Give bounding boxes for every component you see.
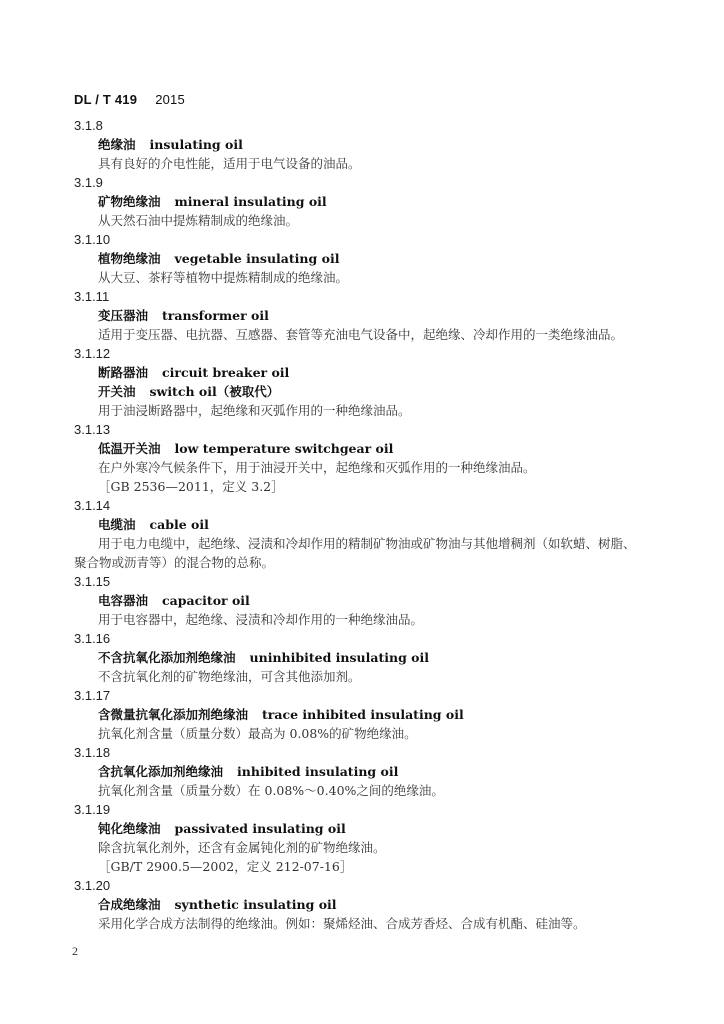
clause-number: 3.1.9 <box>74 175 103 190</box>
term-en: insulating oil <box>149 137 243 152</box>
term-en: passivated insulating oil <box>174 821 346 836</box>
term-entry <box>74 743 664 800</box>
term-definition: 用于电力电缆中，起绝缘、浸渍和冷却作用的精制矿物油或矿物油与其他增稠剂（如软蜡、树脂、 <box>98 536 636 551</box>
term-title <box>98 895 664 914</box>
term-synonym <box>98 382 664 401</box>
term-entry <box>74 629 664 686</box>
term-en: cable oil <box>149 517 209 532</box>
term-title <box>98 819 664 838</box>
term-zh: 变压器油 <box>98 308 149 323</box>
clause-number: 3.1.13 <box>74 422 111 437</box>
document-body <box>74 116 664 933</box>
term-en: switch oil（被取代） <box>149 384 280 399</box>
term-definition: 采用化学合成方法制得的绝缘油。例如：聚烯烃油、合成芳香烃、合成有机酯、硅油等。 <box>98 916 586 931</box>
term-definition: 用于电容器中，起绝缘、浸渍和冷却作用的一种绝缘油品。 <box>98 612 424 627</box>
term-zh: 绝缘油 <box>98 137 136 152</box>
term-entry <box>74 496 664 572</box>
term-entry <box>74 287 664 344</box>
term-entry <box>74 116 664 173</box>
term-title <box>98 363 664 382</box>
term-title <box>98 591 664 610</box>
term-en: trace inhibited insulating oil <box>262 707 464 722</box>
clause-number: 3.1.16 <box>74 631 111 646</box>
term-title <box>98 192 664 211</box>
term-zh: 合成绝缘油 <box>98 897 161 912</box>
term-definition: 除含抗氧化剂外，还含有金属钝化剂的矿物绝缘油。 <box>98 840 386 855</box>
clause-number: 3.1.12 <box>74 346 111 361</box>
clause-number: 3.1.11 <box>74 289 110 304</box>
term-en: transformer oil <box>162 308 269 323</box>
clause-number: 3.1.8 <box>74 118 103 133</box>
term-entry <box>74 420 664 496</box>
term-entry <box>74 800 664 876</box>
term-zh: 含微量抗氧化添加剂绝缘油 <box>98 707 249 722</box>
term-title <box>98 249 664 268</box>
clause-number: 3.1.20 <box>74 878 111 893</box>
term-zh: 电缆油 <box>98 517 136 532</box>
term-entry <box>74 173 664 230</box>
term-en: uninhibited insulating oil <box>249 650 430 665</box>
term-title <box>98 135 664 154</box>
term-zh: 含抗氧化添加剂绝缘油 <box>98 764 224 779</box>
term-definition: 具有良好的介电性能，适用于电气设备的油品。 <box>98 156 361 171</box>
term-en: circuit breaker oil <box>162 365 290 380</box>
term-definition: 抗氧化剂含量（质量分数）最高为 0.08%的矿物绝缘油。 <box>98 726 417 741</box>
term-entry <box>74 344 664 420</box>
term-title <box>98 515 664 534</box>
term-en: low temperature switchgear oil <box>174 441 394 456</box>
standard-code: DL / T 419 <box>74 92 138 107</box>
term-zh: 钝化绝缘油 <box>98 821 161 836</box>
term-definition: 用于油浸断路器中，起绝缘和灭弧作用的一种绝缘油品。 <box>98 403 411 418</box>
term-en: capacitor oil <box>162 593 250 608</box>
term-reference: ［GB 2536—2011，定义 3.2］ <box>98 479 284 494</box>
term-en: mineral insulating oil <box>174 194 327 209</box>
term-title <box>98 648 664 667</box>
term-zh: 矿物绝缘油 <box>98 194 161 209</box>
term-title <box>98 306 664 325</box>
term-definition: 从大豆、茶籽等植物中提炼精制成的绝缘油。 <box>98 270 349 285</box>
term-title <box>98 705 664 724</box>
term-zh: 断路器油 <box>98 365 149 380</box>
term-entry <box>74 230 664 287</box>
term-zh: 电容器油 <box>98 593 149 608</box>
clause-number: 3.1.14 <box>74 498 111 513</box>
term-en: vegetable insulating oil <box>174 251 340 266</box>
clause-number: 3.1.15 <box>74 574 111 589</box>
term-definition: 抗氧化剂含量（质量分数）在 0.08%～0.40%之间的绝缘油。 <box>98 783 444 798</box>
term-title <box>98 439 664 458</box>
term-definition: 不含抗氧化剂的矿物绝缘油，可含其他添加剂。 <box>98 669 361 684</box>
term-reference: ［GB/T 2900.5—2002，定义 212-07-16］ <box>98 859 353 874</box>
term-definition: 适用于变压器、电抗器、互感器、套管等充油电气设备中，起绝缘、冷却作用的一类绝缘油品。 <box>98 327 624 342</box>
clause-number: 3.1.10 <box>74 232 111 247</box>
page-header <box>74 92 185 107</box>
term-definition: 在户外寒冷气候条件下，用于油浸开关中，起绝缘和灭弧作用的一种绝缘油品。 <box>98 460 536 475</box>
page-number: 2 <box>72 944 78 958</box>
term-zh: 植物绝缘油 <box>98 251 161 266</box>
clause-number: 3.1.17 <box>74 688 111 703</box>
standard-year: 2015 <box>155 92 185 107</box>
term-zh: 低温开关油 <box>98 441 161 456</box>
term-en: synthetic insulating oil <box>174 897 337 912</box>
term-title <box>98 762 664 781</box>
term-entry <box>74 686 664 743</box>
term-entry <box>74 572 664 629</box>
term-entry <box>74 876 664 933</box>
term-zh: 不含抗氧化添加剂绝缘油 <box>98 650 236 665</box>
clause-number: 3.1.18 <box>74 745 111 760</box>
term-en: inhibited insulating oil <box>237 764 399 779</box>
term-definition: 从天然石油中提炼精制成的绝缘油。 <box>98 213 299 228</box>
term-definition-continued: 聚合物或沥青等）的混合物的总称。 <box>74 555 275 570</box>
clause-number: 3.1.19 <box>74 802 111 817</box>
term-zh: 开关油 <box>98 384 136 399</box>
